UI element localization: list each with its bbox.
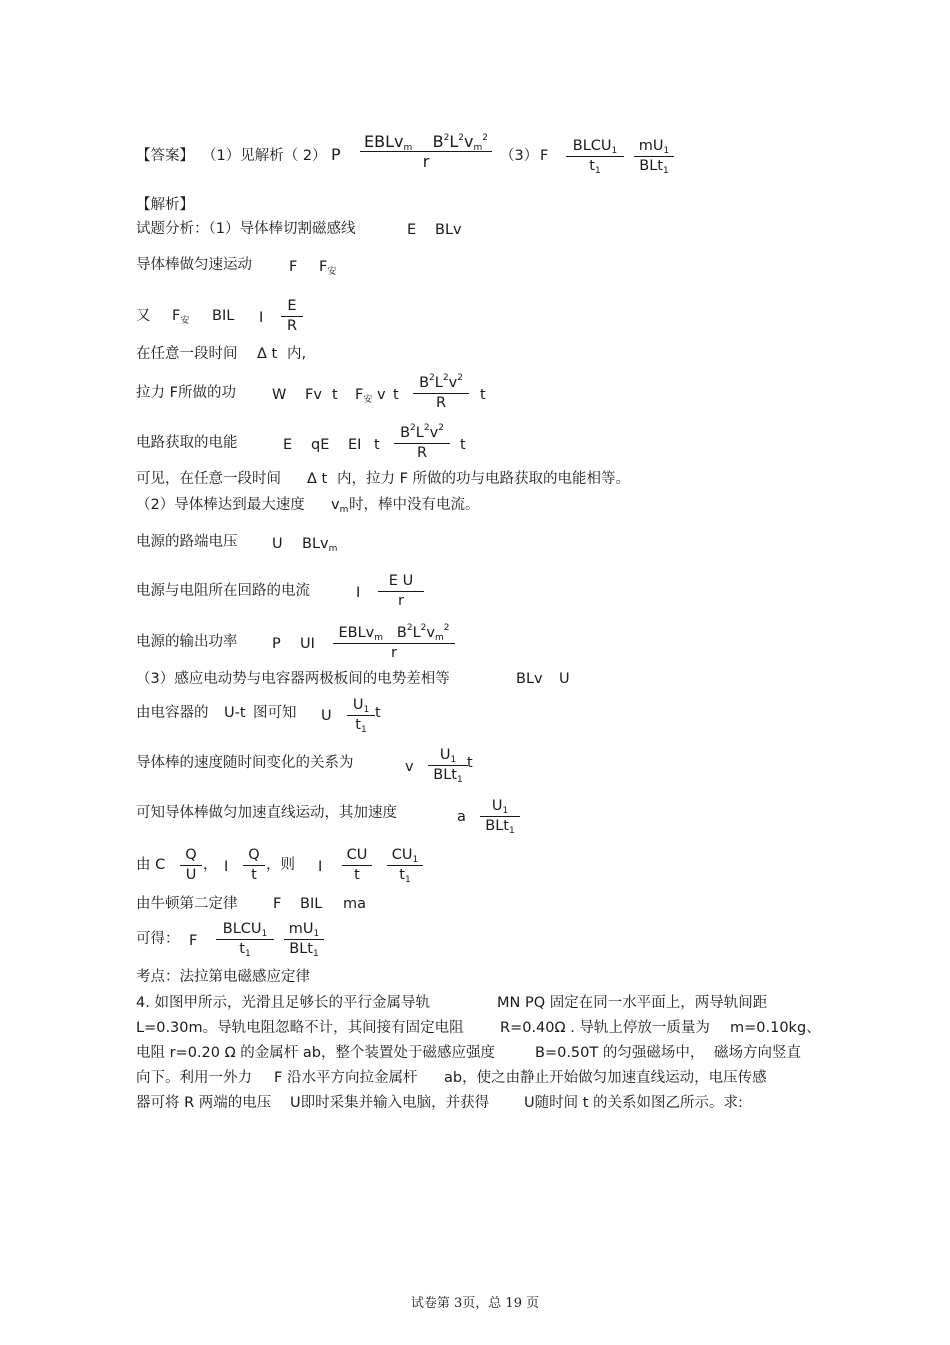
analysis-line-15: 可知导体棒做匀加速直线运动，其加速度	[136, 805, 397, 821]
analysis-line-19: 考点：法拉第电磁感应定律	[136, 969, 310, 985]
analysis-line-13b: 图可知	[253, 705, 297, 721]
ui-expr: UI	[300, 636, 315, 652]
power-numerator: EBLv$_m$ $B^2L^2v_m^2$	[364, 132, 488, 153]
t-symbol: t	[393, 387, 399, 403]
acceleration-symbol: a	[457, 809, 466, 825]
inside-text: 内,	[287, 346, 307, 362]
bil-expr: BIL	[212, 308, 235, 324]
voltage-fraction: $U_1$ $t_1$	[347, 696, 375, 735]
force-symbol: F	[273, 896, 282, 912]
analysis-line-14: 导体棒的速度随时间变化的关系为	[136, 755, 354, 771]
analysis-line-16: 由 C	[136, 857, 166, 873]
current-symbol: I	[224, 859, 229, 875]
loop-current-fraction: E U r	[378, 572, 424, 611]
ma-expr: ma	[343, 896, 367, 912]
comma: ，	[203, 857, 218, 873]
p4-line-2b: R=0.40Ω . 导轨上停放一质量为	[500, 1020, 710, 1036]
p4-line-2c: m=0.10kg、	[730, 1020, 821, 1036]
analysis-line-13: 由电容器的	[136, 705, 209, 721]
fv-expr: Fv	[305, 387, 322, 403]
analysis-line-3: 又	[136, 308, 151, 324]
blv-expr: BLv	[435, 222, 462, 238]
p4-line-3b: B=0.50T 的匀强磁场中，	[535, 1045, 705, 1061]
delta-t: Δ t	[307, 471, 328, 487]
analysis-line-12: （3）感应电动势与电容器两极板间的电势差相等	[136, 671, 450, 687]
p4-line-5c: U随时间 t 的关系如图乙所示。求:	[524, 1095, 743, 1111]
vm-symbol: $v_m$	[331, 497, 349, 515]
answer-part3: （3）	[500, 148, 539, 164]
analysis-line-9: 电源的路端电压	[136, 534, 238, 550]
page-footer: 试卷第 3页，总 19 页	[410, 1296, 540, 1311]
voltage-symbol: U	[272, 536, 283, 552]
charge-current-fraction: Q t	[243, 846, 265, 885]
analysis-line-7: 可见，在任意一段时间	[136, 471, 281, 487]
analysis-line-5: 拉力 F所做的功	[136, 385, 236, 401]
result-fraction-2: $mU_1$ BLt$_1$	[284, 920, 324, 959]
force-fraction-1: $BLCU_1$ $t_1$	[566, 137, 624, 176]
analysis-line-4: 在任意一段时间	[136, 346, 238, 362]
t-symbol: t	[375, 705, 381, 721]
force-symbol: F	[189, 933, 198, 949]
voltage-symbol: U	[559, 671, 570, 687]
work-fraction: $B^2L^2v^2$ R	[413, 374, 469, 413]
analysis-line-1: 试题分析：（1）导体棒切割磁感线	[136, 221, 356, 237]
voltage-symbol: U	[321, 708, 332, 724]
velocity-symbol: v	[405, 759, 414, 775]
current-symbol: I	[318, 859, 323, 875]
p4-line-1b: MN PQ 固定在同一水平面上，两导轨间距	[497, 995, 768, 1011]
emf-symbol: E	[407, 222, 417, 238]
bil-expr: BIL	[300, 896, 323, 912]
analysis-line-6: 电路获取的电能	[136, 435, 238, 451]
analysis-line-8b: 时，棒中没有电流。	[349, 497, 480, 513]
blv-expr: BLv	[516, 671, 543, 687]
current-symbol: I	[356, 585, 361, 601]
t-symbol: t	[467, 755, 473, 771]
answer-part1: （1）见解析（ 2）	[202, 148, 327, 164]
power-fraction	[360, 132, 492, 171]
t-symbol: t	[332, 387, 338, 403]
ampere-force: $F_安$	[172, 308, 190, 326]
blvm-expr: BLv$_m$	[302, 536, 338, 554]
acceleration-fraction: $U_1$ BLt$_1$	[480, 797, 520, 836]
work-symbol: W	[272, 387, 287, 403]
answer-label: 【答案】	[136, 148, 194, 164]
delta-t: Δ t	[257, 346, 278, 362]
analysis-line-7b: 内，拉力 F 所做的功与电路获取的电能相等。	[337, 471, 631, 487]
analysis-line-18: 可得：	[136, 931, 180, 947]
p4-line-2a: L=0.30m。导轨电阻忽略不计，其间接有固定电阻	[136, 1020, 464, 1036]
current-fraction: E R	[281, 297, 303, 336]
p4-line-4b: F 沿水平方向拉金属杆	[274, 1070, 418, 1086]
output-power-fraction: EBLv$_m$ $B^2L^2v_m^2$ r	[333, 624, 455, 663]
p4-line-3c: 磁场方向竖直	[714, 1045, 801, 1061]
energy-symbol: E	[283, 437, 293, 453]
power-symbol: P	[331, 145, 341, 164]
p4-line-5b: U即时采集并输入电脑，并获得	[290, 1095, 490, 1111]
force-symbol: F	[540, 148, 549, 164]
power-symbol: P	[272, 636, 281, 652]
p4-line-4c: ab，使之由静止开始做匀加速直线运动，电压传感	[444, 1070, 767, 1086]
cu1-fraction: $CU_1$ $t_1$	[387, 846, 423, 885]
ampere-force-v: $F_安$ v	[355, 387, 386, 405]
force-symbol: F	[289, 259, 298, 275]
analysis-line-8: （2）导体棒达到最大速度	[136, 497, 305, 513]
ampere-force: $F_安$	[319, 259, 337, 277]
analysis-line-2: 导体棒做匀速运动	[136, 257, 252, 273]
analysis-line-17: 由牛顿第二定律	[136, 896, 238, 912]
qe-expr: qE	[311, 437, 330, 453]
energy-fraction: $B^2L^2v^2$ R	[394, 424, 450, 463]
capacitance-fraction: Q U	[180, 846, 202, 885]
cu-fraction: CU t	[342, 846, 372, 885]
force-fraction-2: $mU_1$ BLt$_1$	[634, 137, 674, 176]
analysis-line-10: 电源与电阻所在回路的电流	[136, 583, 310, 599]
current-symbol: I	[259, 310, 264, 326]
ei-expr: EI	[348, 437, 362, 453]
u-t-graph: U-t	[224, 705, 246, 721]
power-denominator: r	[360, 151, 492, 171]
velocity-fraction: $U_1$ BLt$_1$	[428, 746, 468, 785]
analysis-line-11: 电源的输出功率	[136, 634, 238, 650]
analysis-label: 【解析】	[136, 197, 194, 213]
result-fraction-1: $BLCU_1$ $t_1$	[216, 920, 274, 959]
p4-line-4a: 向下。利用一外力	[136, 1070, 252, 1086]
p4-line-1a: 4. 如图甲所示，光滑且足够长的平行金属导轨	[136, 995, 430, 1011]
p4-line-5a: 器可将 R 两端的电压	[136, 1095, 272, 1111]
then-text: ，则	[266, 857, 295, 873]
t-symbol: t	[460, 437, 466, 453]
p4-line-3a: 电阻 r=0.20 Ω 的金属杆 ab，整个装置处于磁感应强度	[136, 1045, 496, 1061]
t-symbol: t	[480, 387, 486, 403]
t-symbol: t	[374, 437, 380, 453]
